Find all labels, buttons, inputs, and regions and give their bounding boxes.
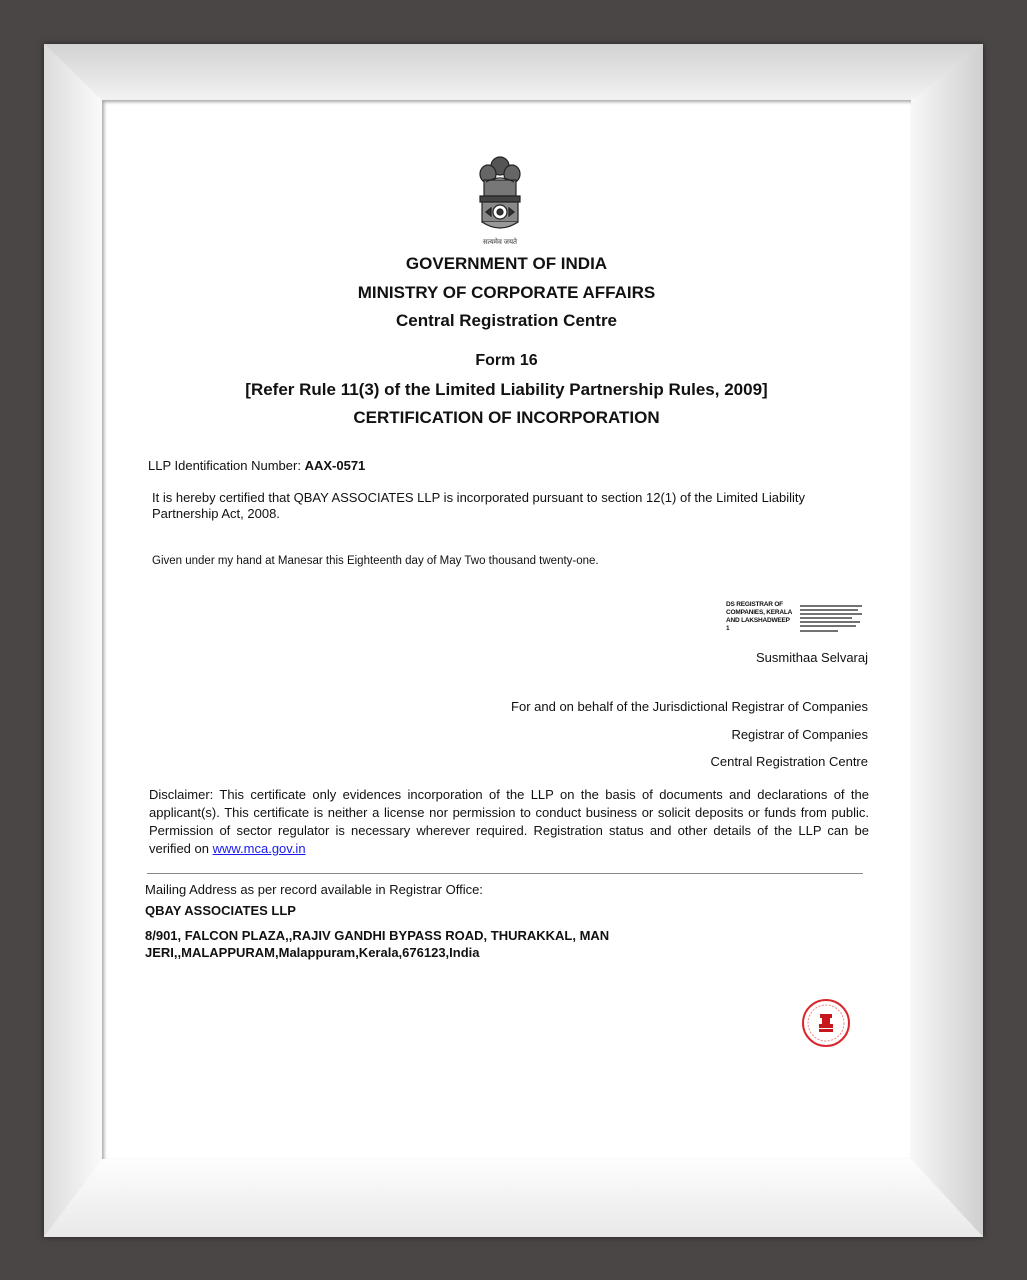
behalf-line: For and on behalf of the Jurisdictional Registrar of Companies [511,699,868,714]
llp-id-value: AAX-0571 [304,458,366,473]
registration-centre: Central Registration Centre [710,754,868,769]
mca-link[interactable]: www.mca.gov.in [212,841,306,856]
signature-stamp-text: DS REGISTRAR OF COMPANIES, KERALA AND LAKSHADWEEP 1 [726,601,792,632]
form-number: Form 16 [475,352,538,369]
registrar-role: Registrar of Companies [731,727,868,742]
mailing-address-line2: JERI,,MALAPPURAM,Malappuram,Kerala,676123,India [145,945,480,960]
bevel-left [44,44,102,1237]
certificate-page [102,100,911,1159]
ministry-heading: MINISTRY OF CORPORATE AFFAIRS [357,283,656,302]
digital-signature-stamp [726,601,866,637]
divider [147,873,863,874]
certificate-title: CERTIFICATION OF INCORPORATION [353,408,660,427]
certification-statement: It is hereby certified that QBAY ASSOCIATES LLP is incorporated pursuant to section 12(1) of the Limited Liability Partnership Act, 2008. [152,490,805,521]
given-under-hand: Given under my hand at Manesar this Eighteenth day of May Two thousand twenty-one. [152,555,599,567]
mca-seal-icon [801,998,851,1048]
rule-reference: [Refer Rule 11(3) of the Limited Liability Partnership Rules, 2009] [245,380,768,399]
llp-id-label: LLP Identification Number: [148,458,301,473]
llp-id-row [148,458,365,473]
mailing-company: QBAY ASSOCIATES LLP [145,903,296,918]
disclaimer-text: Disclaimer: This certificate only evidences incorporation of the LLP on the basis of documents and declarations of the applicant(s). This certificate is neither a license nor permission to conduct business or solicit deposits or funds from public. Permission of sector regulator is necessary wherever required. Registration status and other details of the LLP can be verified on [149,787,869,856]
centre-heading: Central Registration Centre [395,311,618,330]
emblem-motto: सत्यमेव जयते [482,239,518,246]
bevel-right [911,44,983,1237]
disclaimer [149,786,869,858]
national-emblem-icon [470,152,530,248]
mailing-address-line1: 8/901, FALCON PLAZA,,RAJIV GANDHI BYPASS ROAD, THURAKKAL, MAN [145,928,610,943]
signature-details-graphic [798,603,864,635]
bevel-top [44,44,983,100]
mailing-label: Mailing Address as per record available in Registrar Office: [145,882,483,897]
signatory-name: Susmithaa Selvaraj [756,650,868,665]
government-heading: GOVERNMENT OF INDIA [405,254,608,273]
bevel-bottom [44,1159,983,1237]
